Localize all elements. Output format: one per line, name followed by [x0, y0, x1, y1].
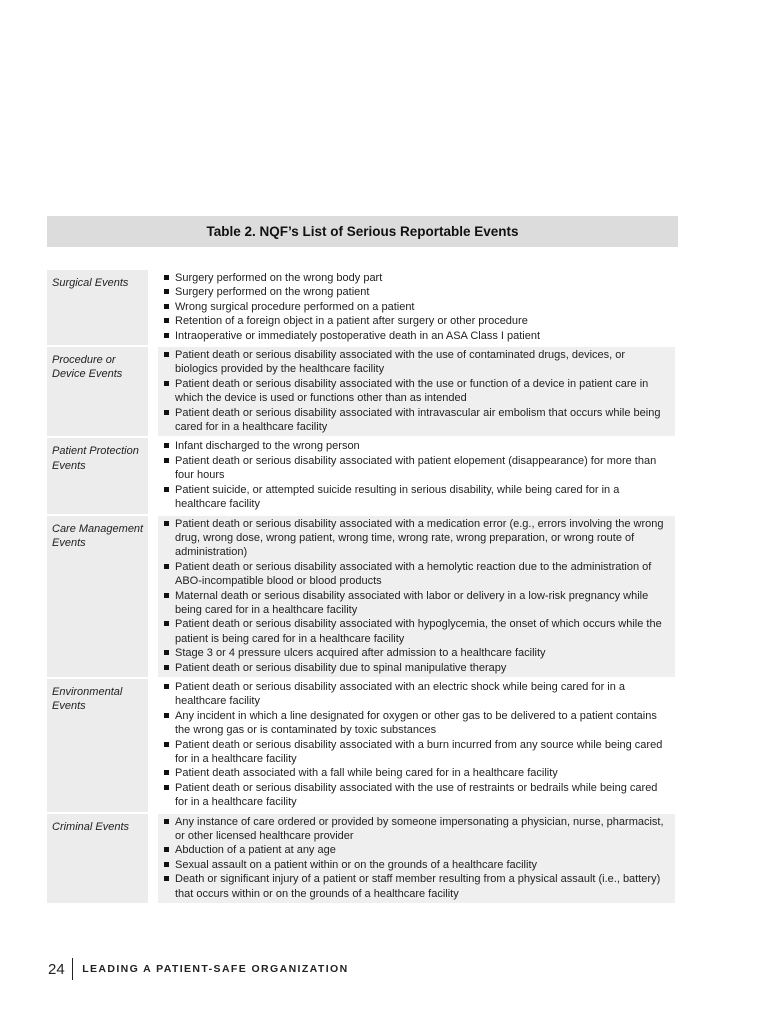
list-item: Patient death or serious disability associated with a burn incurred from any source while being cared for in a healthcare facility: [164, 738, 667, 767]
list-item: Intraoperative or immediately postoperative death in an ASA Class I patient: [164, 329, 667, 343]
list-item: Surgery performed on the wrong patient: [164, 285, 667, 299]
running-title: LEADING A PATIENT-SAFE ORGANIZATION: [82, 963, 349, 975]
events-table: [47, 270, 675, 905]
table-row: [47, 438, 675, 513]
list-item: Patient death or serious disability associated with a hemolytic reaction due to the administration of ABO-incompatible blood or blood products: [164, 560, 667, 589]
table-row: [47, 347, 675, 436]
category-label: Patient Protection Events: [47, 438, 148, 513]
list-item: Patient death or serious disability associated with the use of contaminated drugs, devices, or biologics provided by the healthcare facility: [164, 348, 667, 377]
category-label: Procedure or Device Events: [47, 347, 148, 436]
list-item: Patient death or serious disability associated with the use or function of a device in patient care in which the device is used or functions other than as intended: [164, 377, 667, 406]
list-item: Surgery performed on the wrong body part: [164, 271, 667, 285]
list-item: Maternal death or serious disability associated with labor or delivery in a low-risk pregnancy while being cared for in a healthcare facility: [164, 589, 667, 618]
list-item: Patient death associated with a fall while being cared for in a healthcare facility: [164, 766, 667, 780]
event-list: [158, 438, 675, 513]
list-item: Wrong surgical procedure performed on a patient: [164, 300, 667, 314]
list-item: Abduction of a patient at any age: [164, 843, 667, 857]
list-item: Patient death or serious disability due to spinal manipulative therapy: [164, 661, 667, 675]
table-row: [47, 679, 675, 812]
event-list: [158, 347, 675, 436]
list-item: Patient death or serious disability associated with intravascular air embolism that occurs while being cared for in a healthcare facility: [164, 406, 667, 435]
event-list: [158, 516, 675, 677]
category-label: Environmental Events: [47, 679, 148, 812]
list-item: Patient death or serious disability associated with the use of restraints or bedrails while being cared for in a healthcare facility: [164, 781, 667, 810]
list-item: Sexual assault on a patient within or on the grounds of a healthcare facility: [164, 858, 667, 872]
list-item: Patient death or serious disability associated with a medication error (e.g., errors involving the wrong drug, wrong dose, wrong patient, wrong time, wrong rate, wrong preparation, or wrong route of administration): [164, 517, 667, 560]
list-item: Patient death or serious disability associated with an electric shock while being cared for in a healthcare facility: [164, 680, 667, 709]
category-label: Surgical Events: [47, 270, 148, 345]
table-title: Table 2. NQF’s List of Serious Reportable Events: [47, 216, 678, 247]
list-item: Any instance of care ordered or provided by someone impersonating a physician, nurse, pharmacist, or other licensed healthcare provider: [164, 815, 667, 844]
list-item: Stage 3 or 4 pressure ulcers acquired after admission to a healthcare facility: [164, 646, 667, 660]
list-item: Patient suicide, or attempted suicide resulting in serious disability, while being cared for in a healthcare facility: [164, 483, 667, 512]
page-number: 24: [48, 960, 65, 978]
event-list: [158, 814, 675, 903]
list-item: Infant discharged to the wrong person: [164, 439, 667, 453]
page-footer: [48, 958, 349, 980]
event-list: [158, 270, 675, 345]
footer-divider: [72, 958, 74, 980]
event-list: [158, 679, 675, 812]
category-label: Care Management Events: [47, 516, 148, 677]
list-item: Patient death or serious disability associated with patient elopement (disappearance) for more than four hours: [164, 454, 667, 483]
list-item: Any incident in which a line designated for oxygen or other gas to be delivered to a patient contains the wrong gas or is contaminated by toxic substances: [164, 709, 667, 738]
list-item: Retention of a foreign object in a patient after surgery or other procedure: [164, 314, 667, 328]
table-row: [47, 814, 675, 903]
list-item: Patient death or serious disability associated with hypoglycemia, the onset of which occurs while the patient is being cared for in a healthcare facility: [164, 617, 667, 646]
list-item: Death or significant injury of a patient or staff member resulting from a physical assault (i.e., battery) that occurs within or on the grounds of a healthcare facility: [164, 872, 667, 901]
category-label: Criminal Events: [47, 814, 148, 903]
table-row: [47, 270, 675, 345]
table-row: [47, 516, 675, 677]
